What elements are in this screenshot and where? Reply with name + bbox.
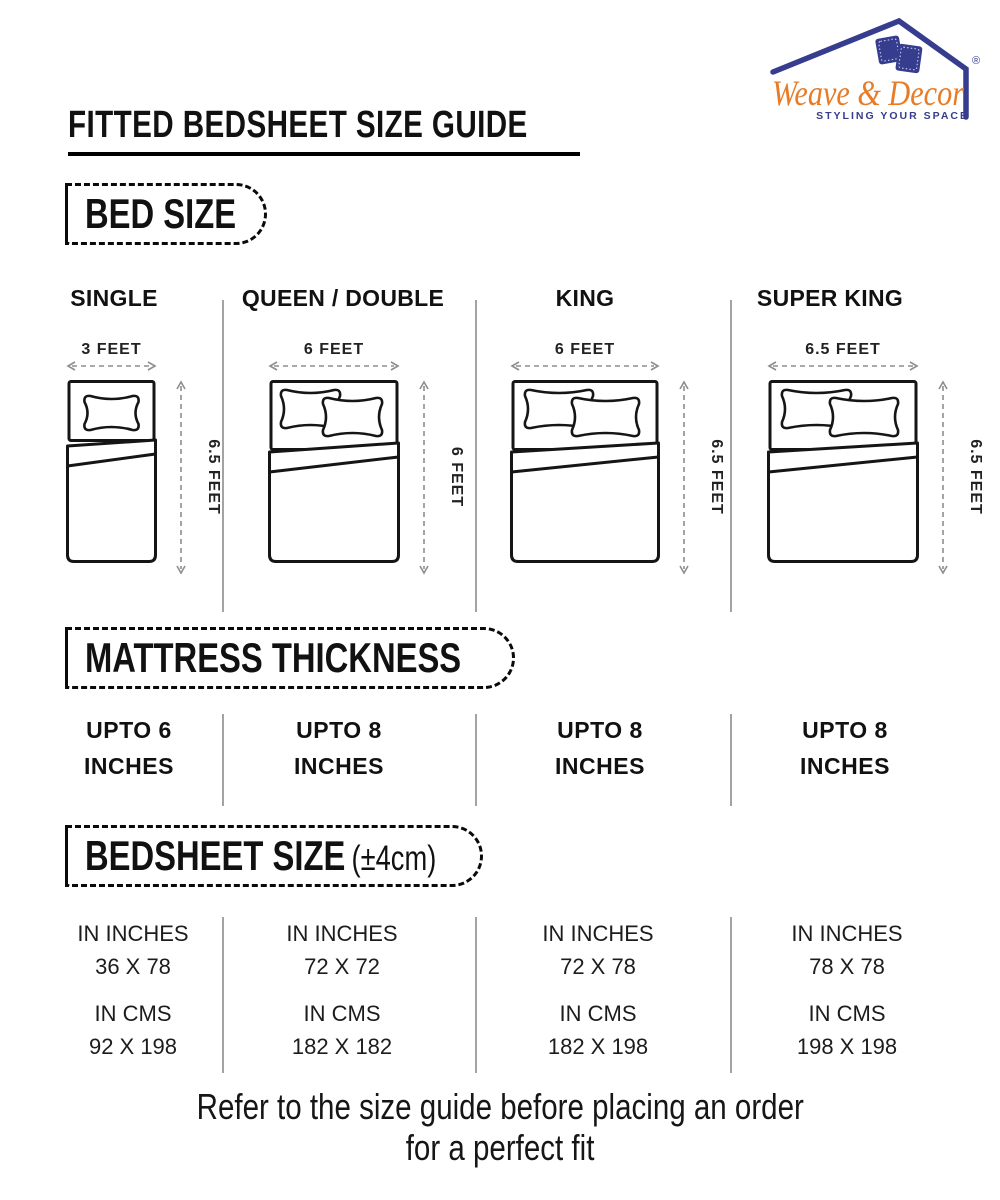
cms-label: IN CMS — [303, 1001, 381, 1026]
cms-value: 198 X 198 — [796, 1034, 898, 1059]
inches-value: 72 X 78 — [560, 954, 636, 979]
page-title: FITTED BEDSHEET SIZE GUIDE — [68, 104, 580, 156]
column-divider — [475, 300, 477, 612]
cms-value: 182 X 198 — [547, 1034, 649, 1059]
pillows-icon — [875, 35, 923, 73]
brand-name: Weave & Decor — [772, 73, 965, 113]
cms-value: 182 X 182 — [291, 1034, 393, 1059]
bed-column-header-super-king: SUPER KING — [756, 285, 904, 311]
cms-label: IN CMS — [94, 1001, 172, 1026]
sheet-size-cell-king — [542, 917, 653, 1063]
blanket-outline — [512, 443, 659, 562]
section-label-bed-size: BED SIZE — [65, 183, 267, 245]
pillow-icon — [830, 398, 898, 436]
bed-width-label: 6.5 FEET — [805, 341, 881, 358]
mattress-cell-super-king: UPTO 8 INCHES — [800, 717, 890, 779]
bed-column-header-single: SINGLE — [70, 285, 158, 311]
column-divider — [222, 917, 224, 1073]
bed-column-header-king: KING — [555, 285, 615, 311]
bed-diagram-king — [506, 330, 742, 585]
section-label-mattress-thickness: MATTRESS THICKNESS — [65, 627, 515, 689]
column-divider — [730, 300, 732, 612]
blanket-outline — [68, 440, 156, 562]
pillow-icon — [323, 398, 382, 436]
bed-diagram-super-king — [763, 330, 1000, 585]
bed-width-label: 3 FEET — [81, 341, 142, 358]
bed-height-label: 6.5 FEET — [967, 439, 984, 515]
bed-width-label: 6 FEET — [303, 341, 365, 358]
blanket-outline — [270, 443, 399, 562]
footer-note — [0, 1086, 1000, 1168]
column-divider — [730, 714, 732, 806]
inches-value: 72 X 72 — [304, 954, 380, 979]
pillow-icon — [84, 396, 138, 430]
brand-tagline: STYLING YOUR SPACE — [816, 110, 969, 122]
bed-diagram-single — [62, 330, 239, 585]
sheet-size-cell-single — [77, 917, 188, 1063]
footer-line-1: Refer to the size guide before placing an order — [196, 1086, 804, 1127]
bed-height-label: 6 FEET — [448, 446, 465, 508]
column-divider — [475, 714, 477, 806]
column-divider — [475, 917, 477, 1073]
mattress-cell-king: UPTO 8 INCHES — [555, 717, 645, 779]
bed-icon — [769, 382, 918, 562]
sheet-size-cell-queen — [286, 917, 397, 1063]
inches-value: 78 X 78 — [809, 954, 885, 979]
bed-diagram-queen — [264, 330, 482, 585]
bed-icon — [68, 382, 156, 562]
blanket-outline — [769, 443, 918, 562]
cms-value: 92 X 198 — [88, 1034, 178, 1059]
column-divider — [222, 714, 224, 806]
cms-label: IN CMS — [559, 1001, 637, 1026]
registered-mark: ® — [972, 55, 981, 67]
bed-height-label: 6.5 FEET — [708, 439, 725, 515]
bed-icon — [512, 382, 659, 562]
inches-label: IN INCHES — [542, 921, 654, 946]
section-label-bedsheet-size: BEDSHEET SIZE (±4cm) — [65, 825, 483, 887]
mattress-cell-single: UPTO 6 INCHES — [84, 717, 174, 779]
pillow-icon — [572, 398, 639, 436]
column-divider — [730, 917, 732, 1073]
footer-line-2: for a perfect fit — [405, 1127, 595, 1168]
bed-column-header-queen: QUEEN / DOUBLE — [241, 285, 445, 311]
mattress-cell-queen: UPTO 8 INCHES — [294, 717, 384, 779]
bed-figure — [264, 330, 482, 580]
brand-logo — [770, 8, 988, 124]
inches-label: IN INCHES — [286, 921, 398, 946]
tolerance-note: (±4cm) — [351, 839, 437, 878]
inches-label: IN INCHES — [791, 921, 903, 946]
bed-icon — [270, 382, 399, 562]
inches-label: IN INCHES — [77, 921, 189, 946]
bed-figure — [62, 330, 239, 580]
bed-width-label: 6 FEET — [554, 341, 616, 358]
cms-label: IN CMS — [808, 1001, 886, 1026]
bed-figure — [763, 330, 1000, 580]
bed-figure — [506, 330, 742, 580]
inches-value: 36 X 78 — [95, 954, 171, 979]
sheet-size-cell-super-king — [791, 917, 902, 1063]
column-divider — [222, 300, 224, 612]
bed-height-label: 6.5 FEET — [205, 439, 222, 515]
